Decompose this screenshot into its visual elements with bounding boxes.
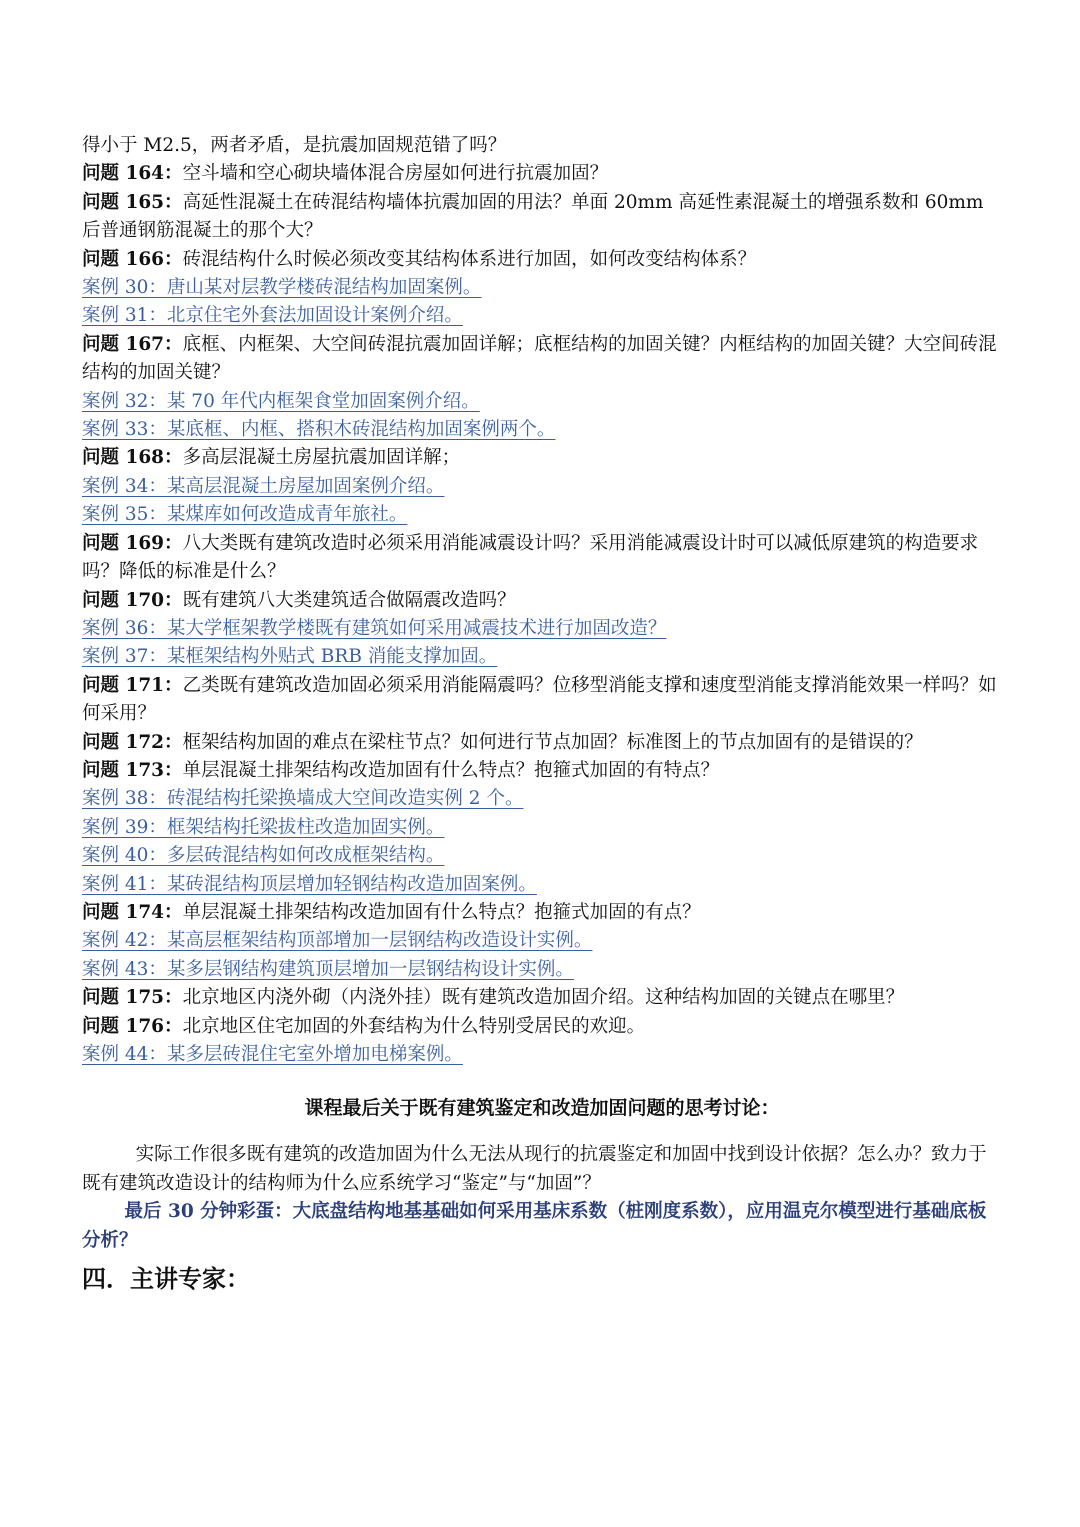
case-item [82,814,1002,842]
question-item [82,757,1002,785]
case-link[interactable]: 案例 36：某大学框架教学楼既有建筑如何采用减震技术进行加固改造？ [82,617,667,639]
question-label: 问题 165： [82,191,183,213]
case-link[interactable]: 案例 40：多层砖混结构如何改成框架结构。 [82,845,445,867]
question-label: 问题 167： [82,333,183,355]
case-link[interactable]: 案例 34：某高层混凝土房屋加固案例介绍。 [82,475,445,497]
question-list [82,132,1002,1069]
question-text: 多高层混凝土房屋抗震加固详解； [182,447,461,469]
question-text: 高延性混凝土在砖混结构墙体抗震加固的用法？单面 20mm 高延性素混凝土的增强系数和 60mm 后普通钢筋混凝土的那个大？ [82,191,984,242]
case-link[interactable]: 案例 35：某煤库如何改造成青年旅社。 [82,504,408,526]
case-item [82,388,1002,416]
case-item [82,473,1002,501]
question-text: 单层混凝土排架结构改造加固有什么特点？抱箍式加固的有点？ [182,901,701,923]
question-label: 问题 171： [82,674,183,696]
question-item [82,246,1002,274]
question-label: 问题 175： [82,987,183,1009]
case-link[interactable]: 案例 33：某底框、内框、搭积木砖混结构加固案例两个。 [82,419,556,441]
case-link[interactable]: 案例 41：某砖混结构顶层增加轻钢结构改造加固案例。 [82,873,537,895]
question-label: 问题 170： [82,589,183,611]
question-label: 问题 168： [82,447,183,469]
question-label: 问题 166： [82,248,183,270]
question-item [82,444,1002,472]
question-item [82,984,1002,1012]
case-link[interactable]: 案例 31：北京住宅外套法加固设计案例介绍。 [82,305,463,327]
case-link[interactable]: 案例 39：框架结构托梁拔柱改造加固实例。 [82,816,445,838]
case-link[interactable]: 案例 44：某多层砖混住宅室外增加电梯案例。 [82,1044,463,1065]
question-item [82,160,1002,188]
question-text: 北京地区住宅加固的外套结构为什么特别受居民的欢迎。 [182,1015,646,1037]
question-item [82,530,1002,587]
question-text: 单层混凝土排架结构改造加固有什么特点？抱箍式加固的有特点？ [182,759,720,781]
question-label: 问题 176： [82,1015,183,1037]
question-text: 北京地区内浇外砌（内浇外挂）既有建筑改造加固介绍。这种结构加固的关键点在哪里？ [182,987,905,1009]
question-item [82,587,1002,615]
case-item [82,785,1002,813]
question-text: 框架结构加固的难点在梁柱节点？如何进行节点加固？标准图上的节点加固有的是错误的？ [182,731,923,753]
case-link[interactable]: 案例 32：某 70 年代内框架食堂加固案例介绍。 [82,390,480,412]
case-item [82,871,1002,899]
question-item [82,729,1002,757]
question-item [82,331,1002,388]
question-label: 问题 173： [82,759,183,781]
question-label: 问题 174： [82,901,183,923]
case-item [82,956,1002,984]
case-item [82,927,1002,955]
section-heading: 四．主讲专家： [82,1264,250,1294]
question-text: 八大类既有建筑改造时必须采用消能减震设计吗？采用消能减震设计时可以减低原建筑的构造要求吗？降低的标准是什么？ [82,532,979,583]
document-page [82,132,1002,1297]
question-label: 问题 172： [82,731,183,753]
question-text: 底框、内框架、大空间砖混抗震加固详解；底框结构的加固关键？内框结构的加固关键？大空间砖混结构的加固关键？ [82,333,997,384]
question-item [82,1013,1002,1041]
case-item [82,842,1002,870]
case-link[interactable]: 案例 42：某高层框架结构顶部增加一层钢结构改造设计实例。 [82,930,593,952]
question-item [82,899,1002,927]
question-label: 问题 164： [82,163,183,185]
case-item [82,302,1002,330]
case-item [82,501,1002,529]
question-item [82,672,1002,729]
case-link[interactable]: 案例 43：某多层钢结构建筑顶层增加一层钢结构设计实例。 [82,958,574,980]
case-link[interactable]: 案例 38：砖混结构托梁换墙成大空间改造实例 2 个。 [82,788,524,810]
bonus-note: 最后 30 分钟彩蛋：大底盘结构地基基础如何采用基床系数（桩刚度系数），应用温克尔模型进行基础底板分析？ [82,1201,987,1251]
discussion-title: 课程最后关于既有建筑鉴定和改造加固问题的思考讨论： [304,1097,780,1120]
case-link[interactable]: 案例 37：某框架结构外贴式 BRB 消能支撑加固。 [82,646,498,668]
question-text: 砖混结构什么时候必须改变其结构体系进行加固，如何改变结构体系？ [182,248,757,270]
question-text: 乙类既有建筑改造加固必须采用消能隔震吗？位移型消能支撑和速度型消能支撑消能效果一样吗？如何采用？ [82,674,997,725]
case-item [82,416,1002,444]
question-text: 空斗墙和空心砌块墙体混合房屋如何进行抗震加固？ [182,163,609,185]
question-text: 既有建筑八大类建筑适合做隔震改造吗？ [182,589,516,611]
case-item [82,1041,1002,1069]
case-item [82,615,1002,643]
discussion-paragraph: 实际工作很多既有建筑的改造加固为什么无法从现行的抗震鉴定和加固中找到设计依据？怎么办？致力于既有建筑改造设计的结构师为什么应系统学习“鉴定”与“加固”？ [82,1144,987,1194]
case-item [82,274,1002,302]
question-label: 问题 169： [82,532,183,554]
text-line: 得小于 M2.5，两者矛盾，是抗震加固规范错了吗？ [82,135,507,156]
question-item [82,189,1002,246]
case-item [82,643,1002,671]
case-link[interactable]: 案例 30：唐山某对层教学楼砖混结构加固案例。 [82,277,482,299]
